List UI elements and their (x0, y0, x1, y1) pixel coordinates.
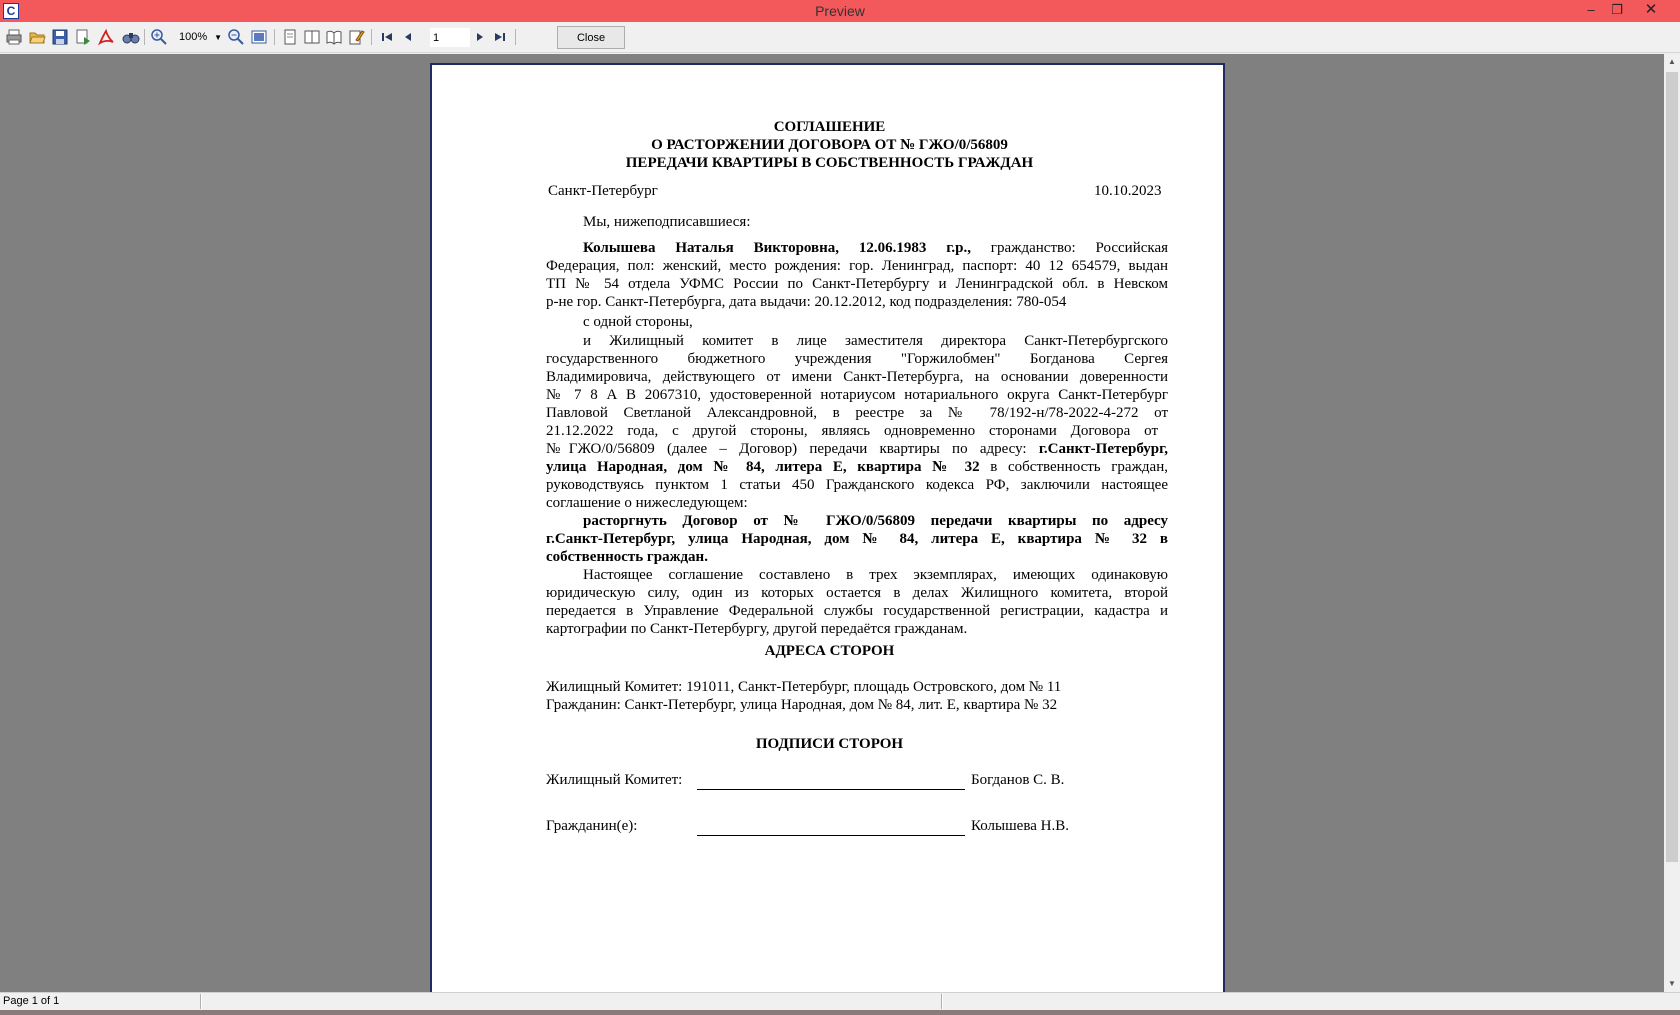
p2-line8 (546, 458, 1168, 476)
party1-name: Колышева Наталья Викторовна, 12.06.1983 г.р., (583, 240, 971, 256)
page-info: Page 1 of 1 (3, 995, 60, 1007)
restore-button[interactable]: ❐ (1611, 2, 1623, 17)
sign-citizen-name: Колышева Н.В. (971, 818, 1069, 834)
p4-line4: картографии по Санкт-Петербургу, другой передаётся гражданам. (546, 621, 968, 637)
signature-line (697, 835, 965, 836)
addresses-heading: АДРЕСА СТОРОН (764, 643, 895, 659)
single-page-icon[interactable] (281, 28, 299, 46)
toolbar-separator (144, 29, 145, 45)
export-icon[interactable] (74, 28, 92, 46)
p4-line1: Настоящее соглашение составлено в трех экземплярах, имеющих одинаковую (583, 567, 1168, 583)
minimize-button[interactable]: – (1587, 2, 1595, 17)
toolbar-separator (371, 29, 372, 45)
close-window-button[interactable]: ✕ (1644, 1, 1658, 18)
p2-line7-a: №ГЖО/0/56809 (далее – Договор) передачи квартиры по адресу: (546, 441, 1039, 457)
p2-line9: руководствуясь пунктом 1 статьи 450 Гражданского кодекса РФ, заключили настоящее (546, 477, 1168, 493)
scroll-down-icon[interactable]: ▼ (1668, 979, 1676, 988)
pdf-icon[interactable] (97, 28, 115, 46)
book-icon[interactable] (325, 28, 343, 46)
title-bar (0, 0, 1680, 22)
toolbar-separator (274, 29, 275, 45)
first-page-icon[interactable] (378, 28, 396, 46)
address-citizen: Гражданин: Санкт-Петербург, улица Народная, дом № 84, лит. Е, квартира № 32 (546, 697, 1058, 713)
save-icon[interactable] (51, 28, 69, 46)
p2-line7 (546, 440, 1168, 458)
p2-line3: Владимировича, действующего от имени Санкт-Петербурга, на основании доверенности (546, 369, 1168, 385)
status-separator (200, 994, 202, 1009)
p2-line8-b: в собственность граждан, (979, 459, 1168, 475)
signature-line (697, 789, 965, 790)
zoom-in-icon[interactable] (150, 28, 168, 46)
preview-area[interactable] (0, 54, 1664, 992)
status-separator (941, 994, 943, 1009)
doc-city: Санкт-Петербург (548, 183, 658, 199)
doc-intro: Мы, нижеподписавшиеся: (583, 214, 751, 230)
side1: с одной стороны, (583, 314, 693, 330)
status-bar (0, 992, 1680, 1010)
scroll-up-icon[interactable]: ▲ (1668, 57, 1676, 66)
next-page-icon[interactable] (471, 28, 489, 46)
two-pages-icon[interactable] (303, 28, 321, 46)
document-page (430, 63, 1225, 992)
vertical-scrollbar[interactable] (1664, 54, 1680, 992)
window-title: Preview (815, 3, 865, 19)
p2-line1: и Жилищный комитет в лице заместителя директора Санкт-Петербургского (583, 333, 1168, 349)
print-icon[interactable] (5, 28, 23, 46)
p2-line7-b: г.Санкт-Петербург, (1038, 441, 1168, 457)
scrollbar-thumb[interactable] (1666, 72, 1678, 862)
chevron-down-icon: ▼ (214, 33, 222, 42)
last-page-icon[interactable] (491, 28, 509, 46)
p2-line4: № 7 8 А В 2067310, удостоверенной нотариусом нотариального округа Санкт-Петербург (546, 387, 1168, 403)
zoom-value: 100% (179, 31, 208, 43)
p3-line2: г.Санкт-Петербург, улица Народная, дом № 84, литера Е, квартира № 32 в (546, 531, 1168, 547)
page-number-input[interactable] (430, 28, 470, 47)
doc-title-line2: О РАСТОРЖЕНИИ ДОГОВОРА ОТ № ГЖО/0/56809 (651, 137, 1008, 153)
zoom-out-icon[interactable] (227, 28, 245, 46)
p2-line8-a: улица Народная, дом № 84, литера Е, квартира № 32 (546, 459, 980, 475)
p3-line1: расторгнуть Договор от № ГЖО/0/56809 передачи квартиры по адресу (583, 513, 1168, 529)
signatures-heading: ПОДПИСИ СТОРОН (755, 736, 904, 752)
party1-line3: ТП № 54 отдела УФМС России по Санкт-Петербургу и Ленинградской обл. в Невском (546, 276, 1168, 292)
full-screen-icon[interactable] (250, 28, 268, 46)
party1-line1-rest: гражданство: Российская (970, 240, 1168, 256)
app-icon: C (3, 3, 19, 19)
p2-line5: Павловой Светланой Александровной, в реестре за № 78/192-н/78-2022-4-272 от (546, 405, 1168, 421)
taskbar-strip (0, 1010, 1680, 1015)
party1-line1 (583, 239, 1168, 257)
close-button[interactable]: Close (557, 26, 625, 49)
party1-line4: р-не гор. Санкт-Петербурга, дата выдачи: 20.12.2012, код подразделения: 780-054 (546, 294, 1067, 310)
address-committee: Жилищный Комитет: 191011, Санкт-Петербург, площадь Островского, дом № 11 (546, 679, 1062, 695)
find-icon[interactable] (122, 28, 140, 46)
p2-line2: государственного бюджетного учреждения "Горжилобмен" Богданова Сергея (546, 351, 1168, 367)
p4-line2: юридическую силу, один из которых остается в делах Жилищного комитета, второй (546, 585, 1168, 601)
sign-committee-name: Богданов С. В. (971, 772, 1065, 788)
open-icon[interactable] (28, 28, 46, 46)
p4-line3: передается в Управление Федеральной службы государственной регистрации, кадастра и (546, 603, 1168, 619)
p2-line10: соглашение о нижеследующем: (546, 495, 748, 511)
party1-line2: Федерация, пол: женский, место рождения: гор. Ленинград, паспорт: 40 12 654579, выдан (546, 258, 1168, 274)
doc-title-line3: ПЕРЕДАЧИ КВАРТИРЫ В СОБСТВЕННОСТЬ ГРАЖДАН (625, 155, 1034, 171)
zoom-select[interactable] (176, 28, 224, 47)
toolbar-separator (515, 29, 516, 45)
doc-title-line1: СОГЛАШЕНИЕ (773, 119, 886, 135)
toolbar (0, 22, 1680, 53)
doc-date: 10.10.2023 (1094, 183, 1162, 199)
sign-citizen-label: Гражданин(е): (546, 818, 638, 834)
p3-line3: собственность граждан. (546, 549, 708, 565)
prev-page-icon[interactable] (399, 28, 417, 46)
edit-icon[interactable] (347, 28, 365, 46)
sign-committee-label: Жилищный Комитет: (546, 772, 683, 788)
p2-line6: 21.12.2022 года, с другой стороны, являясь одновременно сторонами Договора от (546, 423, 1158, 439)
